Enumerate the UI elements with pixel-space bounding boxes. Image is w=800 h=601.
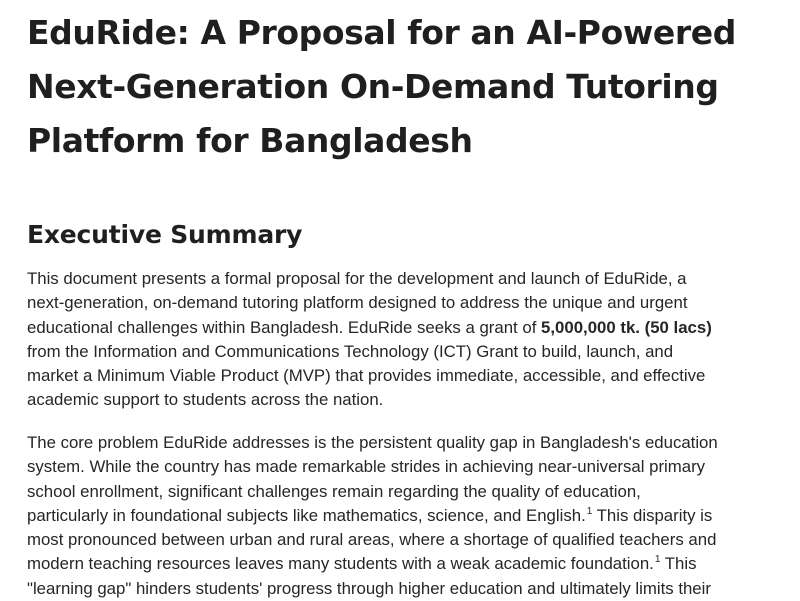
paragraph-line: [27, 552, 787, 576]
footnote-marker[interactable]: 1: [654, 554, 661, 566]
paragraph-line: academic support to students across the nation.: [27, 390, 384, 410]
footnote-marker[interactable]: 1: [586, 505, 593, 517]
paragraph-line: [27, 504, 787, 528]
title-line: Platform for Bangladesh: [27, 121, 473, 160]
paragraph-core-problem: [27, 431, 787, 601]
paragraph-line: The core problem EduRide addresses is the persistent quality gap in Bangladesh's education: [27, 433, 718, 452]
paragraph-line: most pronounced between urban and rural areas, where a shortage of qualified teachers and: [27, 530, 717, 550]
document-title: [27, 6, 787, 168]
title-line: Next-Generation On-Demand Tutoring: [27, 67, 719, 106]
paragraph-line: "learning gap" hinders students' progress through higher education and ultimately limits their: [27, 578, 711, 598]
title-line: EduRide: A Proposal for an AI-Powered: [27, 13, 736, 52]
section-heading-executive-summary: Executive Summary: [27, 220, 303, 249]
paragraph-line: next-generation, on-demand tutoring platform designed to address the unique and urgent: [27, 293, 688, 313]
paragraph-line: system. While the country has made remarkable strides in achieving near-universal primary: [27, 457, 706, 477]
paragraph-text: modern teaching resources leaves many students with a weak academic foundation.: [27, 554, 654, 574]
paragraph-line: market a Minimum Viable Product (MVP) that provides immediate, accessible, and effective: [27, 366, 706, 386]
paragraph-line: school enrollment, significant challenges remain regarding the quality of education,: [27, 481, 641, 501]
paragraph-text: particularly in foundational subjects like mathematics, science, and English.: [27, 505, 586, 525]
grant-amount: 5,000,000 tk. (50 lacs): [541, 317, 712, 337]
paragraph-line: [27, 316, 787, 340]
paragraph-line: from the Information and Communications Technology (ICT) Grant to build, launch, and: [27, 341, 674, 361]
paragraph-text: This disparity is: [592, 505, 713, 525]
paragraph-line: This document presents a formal proposal for the development and launch of EduRide, a: [27, 269, 687, 288]
paragraph-text: This: [660, 554, 697, 574]
paragraph-intro: [27, 267, 787, 413]
paragraph-text: educational challenges within Bangladesh. EduRide seeks a grant of: [27, 317, 542, 337]
